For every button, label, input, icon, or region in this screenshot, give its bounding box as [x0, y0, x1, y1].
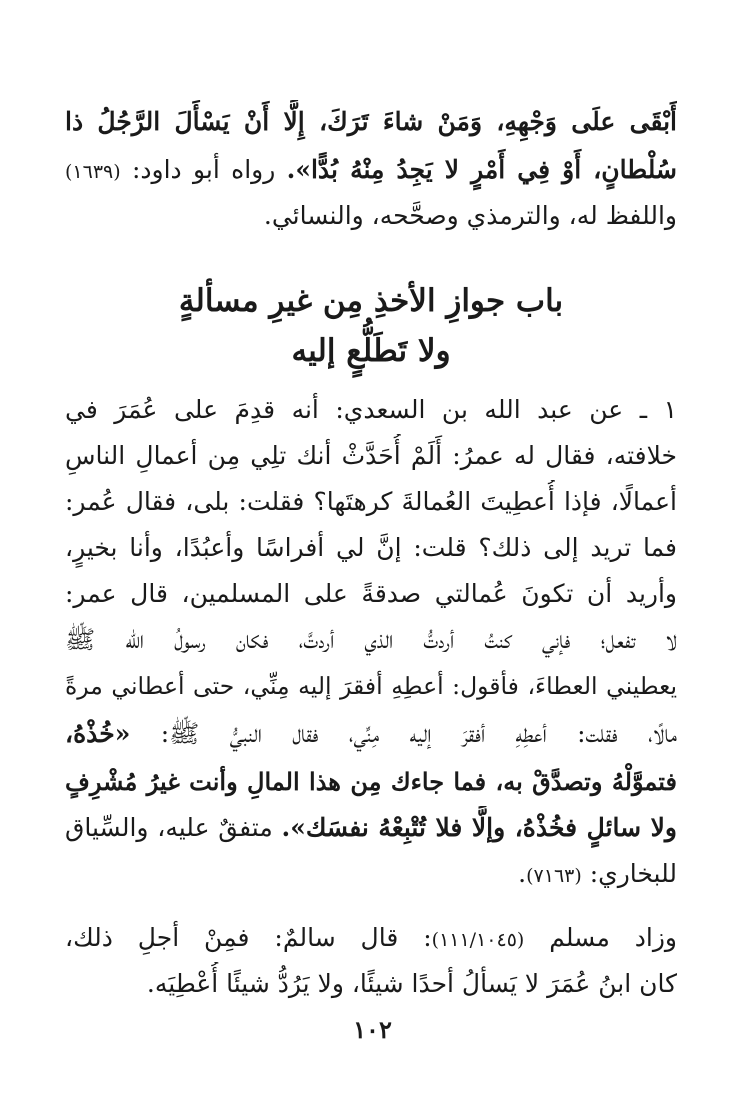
paragraph-line: [65, 434, 677, 478]
addendum-text: كان ابنُ عُمَرَ لا يَسألُ أحدًا شيئًا، ولا يَرُدُّ شيئًا أُعْطِيَه.: [146, 969, 677, 998]
paragraph-line: [65, 480, 677, 524]
hadith-reference-number: (٧١٦٣): [526, 865, 582, 887]
citation-text: رواه أبو داود:: [120, 155, 287, 184]
chapter-heading-line-2: ولا تَطَلُّعٍ إليه: [291, 333, 451, 369]
hadith-text: خلافته، فقال له عمرُ: أَلَمْ أُحَدَّثْ أنك تلِي مِن أعمالِ الناسِ: [65, 441, 677, 470]
paragraph-line: [65, 526, 677, 570]
hadith-text: مالًا، فقلت: أعطِهِ أفقرَ إليه مِنِّي، فقال النبيُّ ﷺ:: [130, 719, 677, 748]
paragraph-line: [65, 194, 677, 238]
paragraph-line: [65, 572, 677, 616]
paragraph-line: [65, 618, 677, 662]
hadith-text: يعطيني العطاءَ، فأقول: أعطِهِ أفقرَ إليه مِنِّي، حتى أعطاني مرةً: [65, 672, 677, 700]
hadith-reference-number: (١٦٣٩): [65, 161, 121, 183]
paragraph-line: [65, 388, 677, 432]
addendum-text: : قال سالمٌ: فمِنْ أجلِ ذلك،: [65, 923, 432, 952]
citation-text: .: [518, 859, 527, 888]
paragraph-line: [65, 760, 677, 804]
chapter-heading-line-1: باب جوازِ الأخذِ مِن غيرِ مسألةٍ: [178, 283, 564, 319]
paragraph-line: [65, 962, 677, 1006]
hadith-text: وأريد أن تكونَ عُمالتي صدقةً على المسلمين، قال عمر:: [65, 579, 677, 608]
hadith-text-bold: ولا سائلٍ فخُذْهُ، وإلَّا فلا تُتْبِعْهُ نفسَك».: [281, 813, 677, 842]
citation-text: للبخاري:: [581, 859, 677, 888]
paragraph-line: [65, 148, 677, 192]
paragraph-line: [65, 100, 677, 144]
paragraph-line: [65, 916, 677, 960]
addendum-text: وزاد مسلم: [524, 923, 677, 952]
hadith-text-bold: «خُذْهُ،: [65, 719, 131, 748]
citation-text: واللفظ له، والترمذي وصحَّحه، والنسائي.: [263, 201, 677, 230]
paragraph-line: [65, 852, 677, 896]
hadith-text: أعمالًا، فإذا أُعطِيتَ العُمالةَ كرهتَها؟ فقلت: بلى، فقال عُمر:: [65, 487, 677, 516]
citation-text: متفقٌ عليه، والسِّياق: [65, 813, 282, 842]
paragraph-line: [65, 806, 677, 850]
hadith-text-bold: سُلْطانٍ، أَوْ فِي أَمْرٍ لا يَجِدُ مِنْهُ بُدًّا».: [286, 155, 677, 184]
hadith-text-bold: فتموَّلْهُ وتصدَّقْ به، فما جاءك مِن هذا المالِ وأنت غيرُ مُشْرِفٍ: [65, 767, 677, 796]
hadith-reference-number: (١١١/١٠٤٥): [431, 929, 525, 951]
hadith-text: لا تفعل؛ فإني كنتُ أردتُّ الذي أردتَّ، فكان رسولُ الله ﷺ: [65, 625, 677, 654]
hadith-text: ١ ـ عن عبد الله بن السعدي: أنه قدِمَ على عُمَرَ في: [65, 395, 677, 424]
hadith-text-bold: أَبْقَى علَى وَجْهِهِ، وَمَنْ شاءَ تَرَكَ، إِلَّا أَنْ يَسْأَلَ الرَّجُلُ ذا: [65, 107, 677, 136]
paragraph-line: [65, 664, 677, 708]
hadith-text: فما تريد إلى ذلك؟ قلت: إنَّ لي أفراسًا وأعبُدًا، وأنا بخيرٍ،: [65, 533, 677, 562]
paragraph-line: [65, 712, 677, 756]
page-number: ١٠٢: [353, 1015, 392, 1044]
